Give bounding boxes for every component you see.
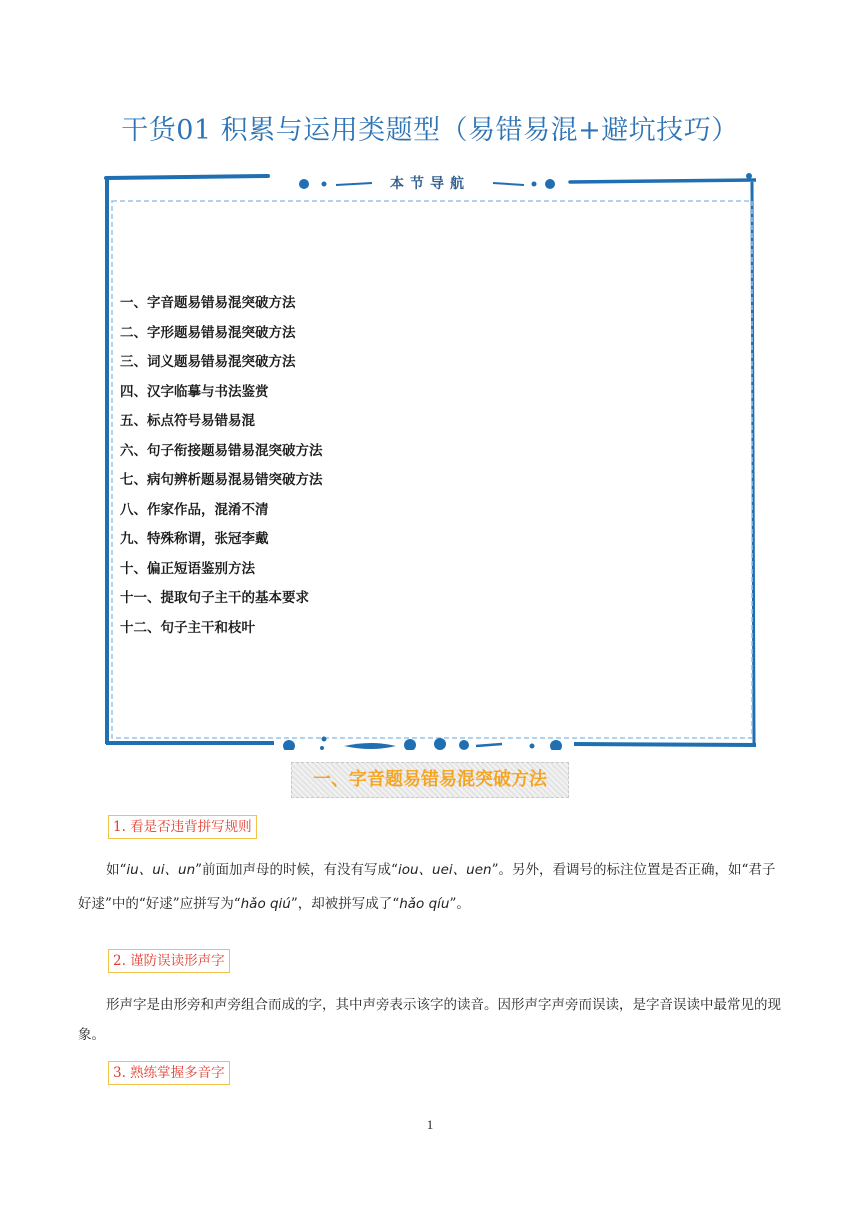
body-paragraph: 形声字是由形旁和声旁组合而成的字，其中声旁表示该字的读音。因形声字声旁而误读，是字音误读中最常见的现象。 xyxy=(78,997,781,1043)
body-paragraph xyxy=(78,853,783,921)
toc-item[interactable]: 十二、句子主干和枝叶 xyxy=(120,619,255,636)
toc-item[interactable]: 十一、提取句子主干的基本要求 xyxy=(120,590,309,606)
page-number: 1 xyxy=(426,1117,434,1132)
pinyin-text: iou、uei、uen xyxy=(397,862,492,878)
paragraph-text: 如“ xyxy=(106,862,127,878)
table-of-contents xyxy=(120,292,323,646)
section-navigation-label: 本节导航 xyxy=(390,176,470,192)
toc-item[interactable]: 二、字形题易错易混突破方法 xyxy=(120,324,296,341)
toc-item[interactable]: 九、特殊称谓，张冠李戴 xyxy=(120,531,269,547)
subsection-heading: 1. 看是否违背拼写规则 xyxy=(108,815,257,839)
pinyin-text: iu、ui、un xyxy=(126,862,196,878)
toc-item[interactable]: 四、汉字临摹与书法鉴赏 xyxy=(120,383,269,400)
toc-item[interactable]: 十、偏正短语鉴别方法 xyxy=(120,560,255,577)
toc-item[interactable]: 七、病句辨析题易混易错突破方法 xyxy=(120,472,323,488)
section-navigation-box xyxy=(104,170,756,750)
subsection-heading: 2. 谨防误读形声字 xyxy=(108,949,230,973)
toc-item[interactable]: 一、字音题易错易混突破方法 xyxy=(120,295,296,311)
paragraph-text: ”前面加声母的时候，有没有写成“ xyxy=(195,862,398,878)
paragraph-text: ”，却被拼写成了“ xyxy=(290,896,400,912)
subsection-heading: 3. 熟练掌握多音字 xyxy=(108,1061,230,1085)
document-title: 干货01 积累与运用类题型（易错易混+避坑技巧） xyxy=(121,115,739,146)
toc-item[interactable]: 八、作家作品，混淆不清 xyxy=(120,501,269,518)
toc-item[interactable]: 三、词义题易错易混突破方法 xyxy=(120,354,296,370)
paragraph-text: ”。另外，看调号的标注位置是否正确，如“君子好逑”中的“好逑”应拼写为“ xyxy=(78,862,776,912)
pinyin-text: hǎo qiú xyxy=(240,896,291,912)
paragraph-text: ”。 xyxy=(449,896,470,912)
section-heading: 一、字音题易错易混突破方法 xyxy=(291,762,569,798)
toc-item[interactable]: 五、标点符号易错易混 xyxy=(120,413,255,429)
toc-item[interactable]: 六、句子衔接题易错易混突破方法 xyxy=(120,442,323,459)
pinyin-text: hǎo qíu xyxy=(399,896,450,912)
